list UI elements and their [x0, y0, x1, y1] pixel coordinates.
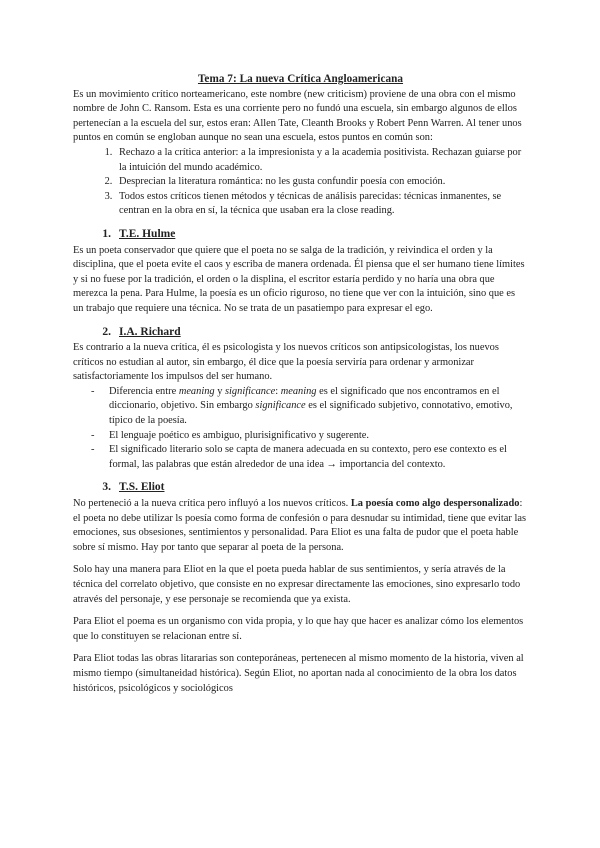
- eliot-paragraph-2: Solo hay una manera para Eliot en la que el poeta pueda hablar de sus sentimientos, y sería através de la técnica del correlato objetivo, que consiste en no expresar directamente las emociones, sino expresarlo todo através del personaje, y ese personaje se recomienda que ya exista.: [73, 564, 521, 605]
- italic-term: significance: [225, 385, 276, 397]
- list-item: [91, 385, 528, 429]
- section-heading-hulme: [73, 227, 528, 242]
- italic-term: meaning: [178, 385, 215, 397]
- section-heading-eliot: [73, 480, 528, 495]
- section-heading-richard: [73, 325, 528, 340]
- bold-phrase: La poesía como algo despersonalizado: [350, 498, 520, 510]
- text-run: es el significado que nos encontramos en el diccionario, objetivo. Sin embargo: [109, 385, 500, 412]
- list-item: - El lenguaje poético es ambiguo, plurisignificativo y sugerente.: [91, 429, 528, 444]
- eliot-paragraph-4: Para Eliot todas las obras litararias son conteporáneas, pertenecen al mismo momento de la historia, viven al mismo tiempo (simultaneidad histórica). Según Eliot, no aportan nada al conocimiento de la obra los datos históricos, psicológicos y sociológicos: [73, 653, 524, 694]
- section-number: 2.: [102, 325, 111, 338]
- eliot-paragraph-3: Para Eliot el poema es un organismo con vida propia, y lo que hay que hacer es analizar cómo los elementos que lo constituyen se relacionan entre sí.: [73, 616, 524, 642]
- text-run: es el significado subjetivo, connotativo, emotivo, típico de la poesía.: [109, 400, 513, 427]
- text-run: : el poeta no debe utilizar ls poesía como forma de confesión o para desnudar su intimidad, tiene que evitar las emociones, sus obsesiones, sentimientos y personalidad. Para Eliot es una falta de pudor que el poeta hable sobre sí mismo. Hay por tanto que separar al poeta de la persona.: [73, 498, 526, 553]
- italic-term: meaning: [280, 385, 317, 397]
- richard-bullet-list: [73, 385, 528, 473]
- list-item: 3. Todos estos críticos tienen métodos y técnicas de análisis parecidas: técnicas inmanentes, se centran en la obra en sí, la técnica que usaban era la close reading.: [115, 190, 528, 219]
- text-run: y: [214, 385, 225, 397]
- section-number: 3.: [102, 481, 111, 494]
- document-title: Tema 7: La nueva Crítica Angloamericana: [197, 73, 404, 85]
- intro-paragraph: Es un movimiento crítico norteamericano, este nombre (new criticism) proviene de una obra con el mismo nombre de John C. Ransom. Esta es una corriente pero no fundó una escuela, sin embargo algunos de ellos pertenecían a la escuela del sur, estos eran: Allen Tate, Cleanth Brooks y Robert Penn Warren. Al tener unos puntos en común se engloban aunque no sean una escuela, estos puntos en común son:: [73, 88, 522, 144]
- eliot-paragraph-1: [73, 497, 528, 555]
- richard-paragraph: Es contrario a la nueva crítica, él es psicologista y los nuevos críticos son antipsicologistas, los nuevos críticos no estudian al autor, sin embargo, él dice que la poesía serviría para ordenar y armonizar satisfactoriamente los impulsos del ser humano.: [73, 342, 499, 383]
- section-title: T.S. Eliot: [119, 481, 165, 494]
- text-run: Diferencia entre: [109, 385, 179, 397]
- text-run: :: [275, 385, 281, 397]
- text-run: No perteneció a la nueva crítica pero influyó a los nuevos críticos.: [73, 498, 351, 510]
- hulme-paragraph: Es un poeta conservador que quiere que el poeta no se salga de la tradición, y reivindica el orden y la disciplina, que el poeta evite el caos y escriba de manera ordenada. Él piensa que el ser humano tiene límites y si no fuese por la tradición, el orden o la displina, el escritor estaría perdido y no haría una obra que merezca la pena. Para Hulme, la poesía es un oficio riguroso, no tiene que ver con la intuición, sino que es un trabajo que requiere una técnica. No se trata de un pasatiempo para expresar el ego.: [73, 244, 525, 314]
- list-item: 1. Rechazo a la crítica anterior: a la impresionista y a la academia positivista. Rechazan guiarse por la intuición del mundo académico.: [115, 146, 528, 175]
- section-title: T.E. Hulme: [119, 227, 176, 240]
- list-item: 2. Desprecian la literatura romántica: no les gusta confundir poesía con emoción.: [115, 175, 528, 190]
- section-title: I.A. Richard: [119, 325, 181, 338]
- italic-term: significance: [255, 400, 306, 412]
- list-item: - El significado literario solo se capta de manera adecuada en su contexto, pero ese contexto es el formal, las palabras que están alrededor de una idea → importancia del contexto.: [91, 443, 528, 472]
- document-page: [73, 72, 528, 696]
- common-points-list: [73, 146, 528, 219]
- section-number: 1.: [102, 227, 111, 240]
